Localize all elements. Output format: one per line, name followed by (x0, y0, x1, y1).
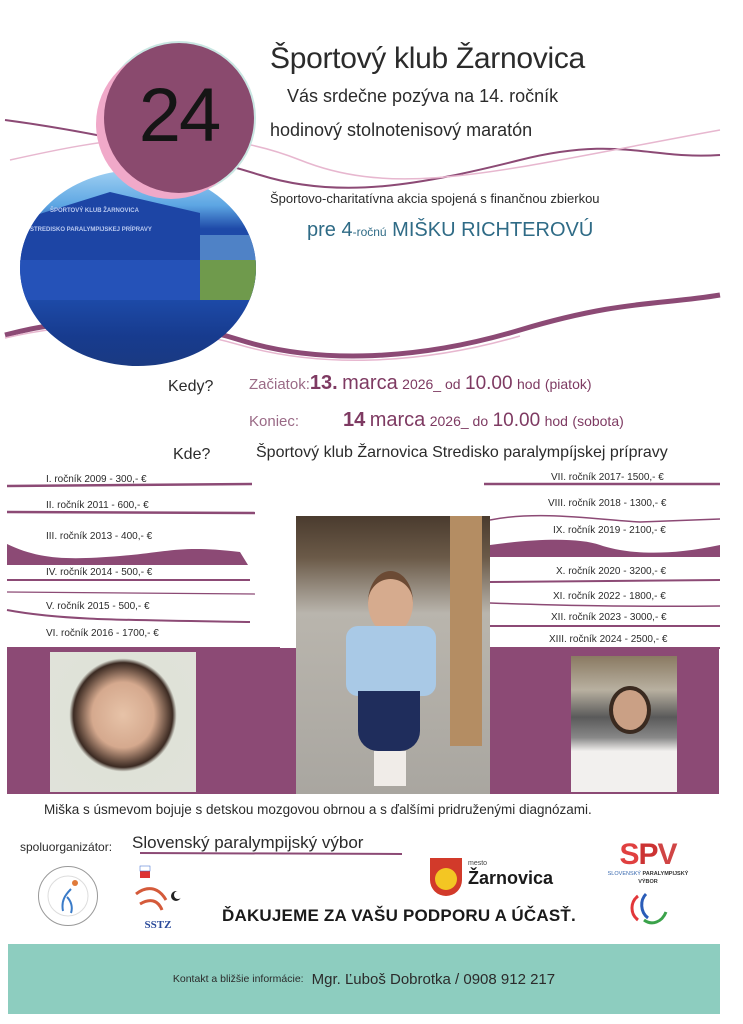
contact-footer (8, 944, 720, 1014)
portrait-photo (50, 652, 196, 792)
child-legs (374, 751, 406, 786)
start-month: marca (342, 372, 398, 394)
zarnovica-logo (430, 858, 554, 898)
when-label: Kedy? (168, 378, 214, 395)
coorganizer-label: spoluorganizátor: (20, 840, 113, 854)
history-item: I. ročník 2009 - 300,- € (46, 474, 147, 485)
pillar (450, 516, 482, 746)
standing-photo (296, 516, 490, 794)
start-weekday: (piatok) (544, 376, 592, 392)
building-photo (20, 170, 256, 366)
history-item: XII. ročník 2023 - 3000,- € (551, 612, 667, 623)
contact-label: Kontakt a bližšie informácie: (172, 973, 304, 985)
story-text: Miška s úsmevom bojuje s detskou mozgovou obrnou a s ďalšími pridruženými diagnózami. (44, 802, 592, 817)
zarnovica-small-text: mesto (468, 860, 488, 867)
paralympic-agitos-icon (618, 890, 678, 930)
spv-letters: SPV (619, 838, 677, 871)
zarnovica-shield-icon (430, 858, 462, 896)
hill (200, 235, 256, 260)
athlete-icon (39, 867, 97, 925)
table-photo (571, 656, 677, 792)
grass (200, 260, 256, 300)
hours-badge (104, 43, 254, 193)
contact-value: Mgr. Ľuboš Dobrotka / 0908 912 217 (311, 970, 556, 988)
end-label: Koniec: (249, 413, 300, 430)
club-title: Športový klub Žarnovica (270, 42, 585, 75)
sstz-logo (132, 864, 184, 930)
where-label: Kde? (173, 446, 211, 463)
start-unit: hod (517, 376, 541, 392)
history-item: VII. ročník 2017- 1500,- € (551, 472, 664, 483)
spv-logo (598, 840, 698, 930)
building-sign-1: ŠPORTOVÝ KLUB ŽARNOVICA (50, 208, 139, 214)
child-jacket (346, 626, 436, 696)
history-item: II. ročník 2011 - 600,- € (46, 500, 149, 511)
history-item: III. ročník 2013 - 400,- € (46, 531, 153, 542)
beneficiary-name: MIŠKU RICHTEROVÚ (392, 219, 594, 241)
end-unit: hod (544, 413, 568, 429)
child-skirt (358, 691, 420, 751)
event-place: Športový klub Žarnovica Stredisko paralympíjskej prípravy (256, 444, 668, 461)
history-item: XI. ročník 2022 - 1800,- € (553, 591, 666, 602)
child-head (609, 686, 651, 734)
history-item: VIII. ročník 2018 - 1300,- € (548, 498, 667, 509)
age-suffix: -ročnú (352, 225, 387, 239)
thank-you-message: ĎAKUJEME ZA VAŠU PODPORU A ÚČASŤ. (222, 906, 576, 925)
start-day: 13. (309, 372, 338, 394)
svtp-logo (38, 866, 98, 926)
sstz-label: SSTZ (144, 919, 172, 931)
history-item: VI. ročník 2016 - 1700,- € (46, 628, 159, 639)
history-item: XIII. ročník 2024 - 2500,- € (549, 634, 668, 645)
invite-line: Vás srdečne pozýva na 14. ročník (287, 86, 559, 106)
beneficiary-line (307, 219, 593, 242)
end-row (249, 409, 624, 432)
end-day: 14 (343, 409, 366, 431)
coorganizer-name: Slovenský paralympijský výbor (132, 833, 364, 852)
for-prefix: pre (307, 219, 336, 241)
start-time: 10.00 (465, 373, 513, 394)
event-name: hodinový stolnotenisový maratón (270, 120, 533, 140)
end-time: 10.00 (492, 410, 541, 431)
charity-description: Športovo-charitatívna akcia spojená s finančnou zbierkou (270, 191, 600, 206)
zarnovica-name: Žarnovica (468, 868, 554, 888)
end-year: 2026_ do (429, 413, 489, 429)
start-label: Začiatok: (249, 376, 310, 393)
table-tennis-icon (132, 864, 184, 914)
start-row (249, 372, 592, 395)
child-head (368, 571, 413, 634)
end-month: marca (369, 409, 426, 431)
building-sign-2: STREDISKO PARALYMPIJSKEJ PRÍPRAVY (30, 227, 152, 233)
spv-caption: SLOVENSKÝ PARALYMPIJSKÝ VÝBOR (607, 871, 689, 885)
hours-number: 24 (138, 72, 220, 158)
history-item: IV. ročník 2014 - 500,- € (46, 567, 153, 578)
start-year: 2026_ od (402, 376, 461, 392)
history-item: V. ročník 2015 - 500,- € (46, 601, 150, 612)
age-number: 4 (341, 219, 353, 241)
end-weekday: (sobota) (572, 413, 624, 429)
history-item: IX. ročník 2019 - 2100,- € (553, 525, 666, 536)
history-item: X. ročník 2020 - 3200,- € (556, 566, 667, 577)
